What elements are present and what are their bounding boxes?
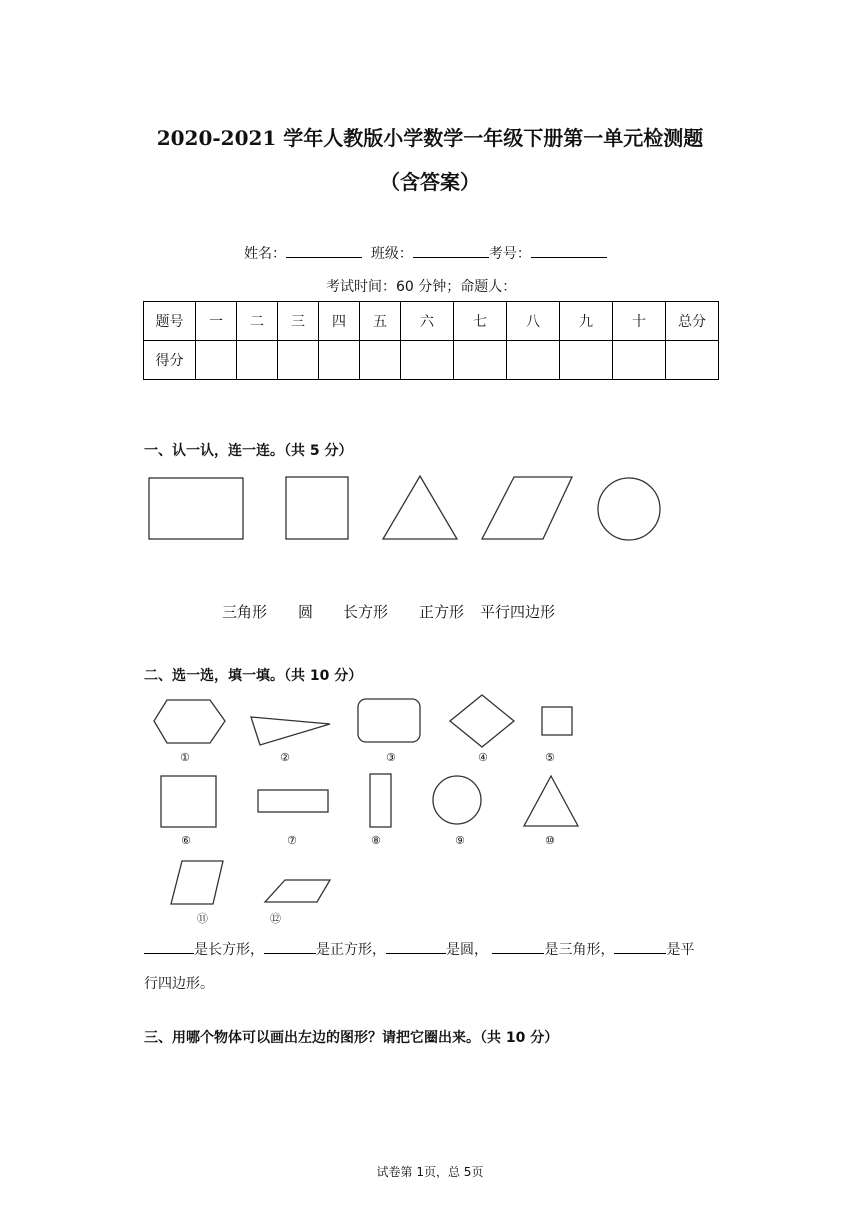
score-header-cell: 九 [560, 302, 613, 341]
diamond-shape [450, 695, 514, 747]
shape-label-square[interactable]: 正方形 [419, 603, 465, 621]
triangle-shape [383, 476, 457, 539]
rounded-rectangle-shape [358, 699, 420, 742]
score-header-cell: 三 [278, 302, 319, 341]
section2-heading: 二、选一选，填一填。（共 10 分） [144, 668, 363, 684]
shape-number: ⑦ [287, 834, 297, 847]
fill-text: 是长方形， [194, 942, 264, 958]
shape-number: ⑨ [455, 834, 465, 847]
triangle-shape-3 [524, 776, 578, 826]
fill-blank[interactable] [614, 939, 666, 954]
shape-label-parallelogram[interactable]: 平行四边形 [480, 603, 556, 621]
shape-number: ⑪ [197, 912, 208, 925]
score-cell[interactable] [560, 341, 613, 380]
document-subtitle: （含答案） [380, 170, 480, 194]
id-blank[interactable] [531, 243, 607, 258]
square-shape-2 [161, 776, 216, 827]
score-header-cell: 四 [319, 302, 360, 341]
parallelogram-shape-2 [171, 861, 223, 904]
square-shape [286, 477, 348, 539]
document-title: 2020-2021 学年人教版小学数学一年级下册第一单元检测题 [156, 126, 704, 150]
class-blank[interactable] [413, 243, 489, 258]
score-cell[interactable] [666, 341, 719, 380]
score-header-cell: 八 [507, 302, 560, 341]
score-row-label: 得分 [144, 341, 196, 380]
score-cell[interactable] [278, 341, 319, 380]
parallelogram-shape [482, 477, 572, 539]
fill-text: 是三角形， [544, 942, 615, 958]
section3-heading: 三、用哪个物体可以画出左边的图形？请把它圈出来。（共 10 分） [144, 1030, 559, 1046]
shape-number: ② [280, 751, 290, 764]
triangle-shape-2 [251, 717, 330, 745]
class-label: 班级： [370, 246, 413, 262]
section2-fill-line-2: 行四边形。 [144, 976, 214, 992]
score-header-cell: 二 [237, 302, 278, 341]
shape-label-triangle[interactable]: 三角形 [222, 603, 268, 621]
score-table-header-row [144, 302, 719, 341]
hexagon-shape [154, 700, 225, 743]
score-cell[interactable] [454, 341, 507, 380]
section1-shapes [140, 470, 680, 550]
shape-label-circle[interactable]: 圆 [298, 603, 314, 621]
shape-label-rectangle[interactable]: 长方形 [343, 603, 389, 621]
id-label: 考号： [488, 246, 531, 262]
score-header-cell: 六 [401, 302, 454, 341]
fill-blank[interactable] [144, 939, 194, 954]
score-cell[interactable] [613, 341, 666, 380]
score-table-score-row [144, 341, 719, 380]
section1-heading: 一、认一认，连一连。（共 5 分） [144, 443, 353, 459]
score-header-cell: 七 [454, 302, 507, 341]
score-cell[interactable] [237, 341, 278, 380]
name-blank[interactable] [286, 243, 362, 258]
small-square-shape [542, 707, 572, 735]
rectangle-shape-2 [258, 790, 328, 812]
exam-time-line: 考试时间：60 分钟；命题人： [326, 279, 517, 295]
score-cell[interactable] [360, 341, 401, 380]
fill-text: 是圆， [446, 942, 488, 958]
section2-shapes [145, 690, 595, 910]
score-cell[interactable] [196, 341, 237, 380]
shape-number: ⑥ [181, 834, 191, 847]
score-cell[interactable] [319, 341, 360, 380]
fill-blank[interactable] [386, 939, 446, 954]
score-header-cell: 十 [613, 302, 666, 341]
info-line [244, 243, 607, 263]
score-header-cell: 题号 [144, 302, 196, 341]
score-header-cell: 总分 [666, 302, 719, 341]
shape-number: ⑧ [371, 834, 381, 847]
score-header-cell: 五 [360, 302, 401, 341]
tall-rectangle-shape [370, 774, 391, 827]
circle-shape [598, 478, 660, 540]
fill-text: 是平 [666, 942, 695, 958]
rectangle-shape [149, 478, 243, 539]
name-label: 姓名： [244, 246, 286, 262]
shape-number: ④ [478, 751, 488, 764]
fill-blank[interactable] [264, 939, 316, 954]
shape-number: ⑩ [545, 834, 555, 847]
section2-fill-line [144, 932, 724, 968]
score-table [143, 301, 719, 380]
score-cell[interactable] [507, 341, 560, 380]
flat-parallelogram-shape [265, 880, 330, 902]
shape-number: ⑤ [545, 751, 555, 764]
fill-blank[interactable] [492, 939, 544, 954]
score-header-cell: 一 [196, 302, 237, 341]
shape-number: ⑫ [270, 912, 281, 925]
fill-text: 是正方形， [316, 942, 386, 958]
score-cell[interactable] [401, 341, 454, 380]
shape-number: ③ [386, 751, 396, 764]
shape-number: ① [180, 751, 190, 764]
page-footer: 试卷第 1页，总 5页 [376, 1165, 484, 1179]
circle-shape-2 [433, 776, 481, 824]
